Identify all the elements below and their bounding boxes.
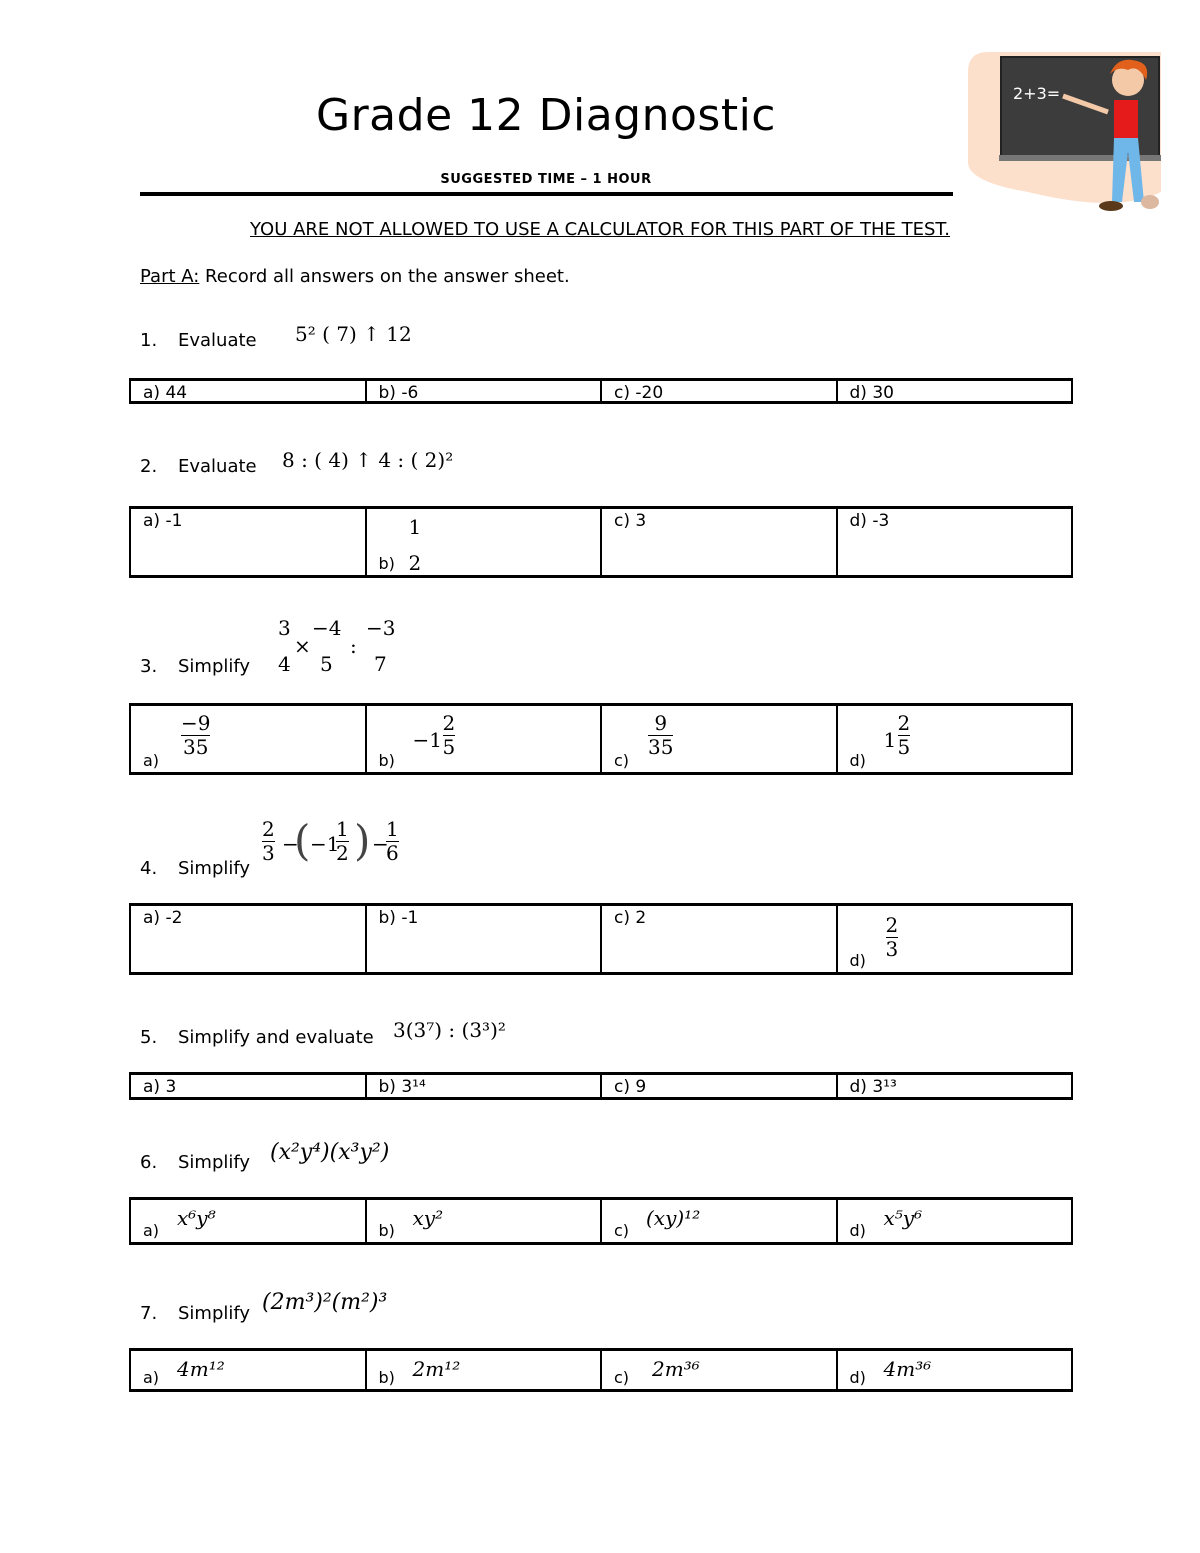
- q5-option-b[interactable]: b) 3¹⁴: [366, 1074, 602, 1099]
- question-2-prompt: Evaluate: [178, 456, 257, 477]
- question-4-answers: [129, 903, 1073, 975]
- question-3: 3. Simplify: [140, 656, 251, 677]
- question-6: 6. Simplify: [140, 1152, 251, 1173]
- q2-option-c[interactable]: c) 3: [601, 508, 837, 577]
- question-7-prompt: Simplify: [178, 1303, 251, 1324]
- question-5-prompt: Simplify and evaluate: [178, 1027, 374, 1048]
- q1-option-b[interactable]: b) -6: [366, 380, 602, 403]
- q1-option-d[interactable]: d) 30: [837, 380, 1073, 403]
- question-3-prompt: Simplify: [178, 656, 251, 677]
- question-1-answers: [129, 378, 1073, 404]
- question-7-answers: [129, 1348, 1073, 1392]
- q3-option-c[interactable]: c) 9 35: [601, 705, 837, 774]
- suggested-time: SUGGESTED TIME – 1 HOUR: [440, 172, 652, 187]
- q5-option-a[interactable]: a) 3: [130, 1074, 366, 1099]
- q5-option-c[interactable]: c) 9: [601, 1074, 837, 1099]
- question-6-prompt: Simplify: [178, 1152, 251, 1173]
- q1-option-c[interactable]: c) -20: [601, 380, 837, 403]
- question-6-expression: (x²y⁴)(x³y²): [270, 1140, 390, 1165]
- question-2-answers: [129, 506, 1073, 578]
- question-5-expression: 3(3⁷) : (3³)²: [393, 1018, 506, 1042]
- q6-option-d[interactable]: d) x⁵y⁶: [837, 1199, 1073, 1244]
- q2-option-b[interactable]: b) 1 2: [366, 508, 602, 577]
- q5-option-d[interactable]: d) 3¹³: [837, 1074, 1073, 1099]
- q4-option-c[interactable]: c) 2: [601, 905, 837, 974]
- q4-option-d[interactable]: d) 2 3: [837, 905, 1073, 974]
- question-1-prompt: Evaluate: [178, 330, 257, 351]
- q7-option-b[interactable]: b) 2m¹²: [366, 1350, 602, 1391]
- q4-option-a[interactable]: a) -2: [130, 905, 366, 974]
- q4-option-b[interactable]: b) -1: [366, 905, 602, 974]
- question-5: 5. Simplify and evaluate: [140, 1027, 374, 1048]
- question-2-expression: 8 : ( 4) ↑ 4 : ( 2)²: [282, 448, 454, 472]
- teacher-at-chalkboard-icon: [968, 52, 1161, 214]
- question-7-expression: (2m³)²(m²)³: [262, 1290, 388, 1315]
- question-4: 4. Simplify: [140, 858, 251, 879]
- q3-option-a[interactable]: a) −9 35: [130, 705, 366, 774]
- part-a-instruction: [140, 266, 570, 287]
- q6-option-b[interactable]: b) xy²: [366, 1199, 602, 1244]
- question-6-answers: [129, 1197, 1073, 1245]
- title-divider: [140, 192, 953, 196]
- page-title: Grade 12 Diagnostic: [315, 90, 776, 141]
- question-1: 1. Evaluate: [140, 330, 257, 351]
- question-1-expression: 5² ( 7) ↑ 12: [295, 322, 412, 346]
- question-7: 7. Simplify: [140, 1303, 251, 1324]
- q1-option-a[interactable]: a) 44: [130, 380, 366, 403]
- q6-option-a[interactable]: a) x⁶y⁸: [130, 1199, 366, 1244]
- q7-option-c[interactable]: c) 2m³⁶: [601, 1350, 837, 1391]
- question-4-prompt: Simplify: [178, 858, 251, 879]
- q2-option-d[interactable]: d) -3: [837, 508, 1073, 577]
- part-instruction: Record all answers on the answer sheet.: [199, 266, 570, 287]
- part-label: Part A:: [140, 266, 200, 287]
- q2-option-a[interactable]: a) -1: [130, 508, 366, 577]
- q7-option-a[interactable]: a) 4m¹²: [130, 1350, 366, 1391]
- question-2: 2. Evaluate: [140, 456, 257, 477]
- q6-option-c[interactable]: c) (xy)¹²: [601, 1199, 837, 1244]
- calculator-warning: YOU ARE NOT ALLOWED TO USE A CALCULATOR FOR THIS PART OF THE TEST.: [250, 219, 950, 240]
- q7-option-d[interactable]: d) 4m³⁶: [837, 1350, 1073, 1391]
- q3-option-b[interactable]: b) −1 2 5: [366, 705, 602, 774]
- question-4-expression: 2 3 − ( −1 1 2 ) − 1 6: [262, 816, 399, 865]
- q3-option-d[interactable]: d) 1 2 5: [837, 705, 1073, 774]
- question-3-answers: [129, 703, 1073, 775]
- question-5-answers: [129, 1072, 1073, 1100]
- board-text: 2+3=: [1013, 84, 1061, 103]
